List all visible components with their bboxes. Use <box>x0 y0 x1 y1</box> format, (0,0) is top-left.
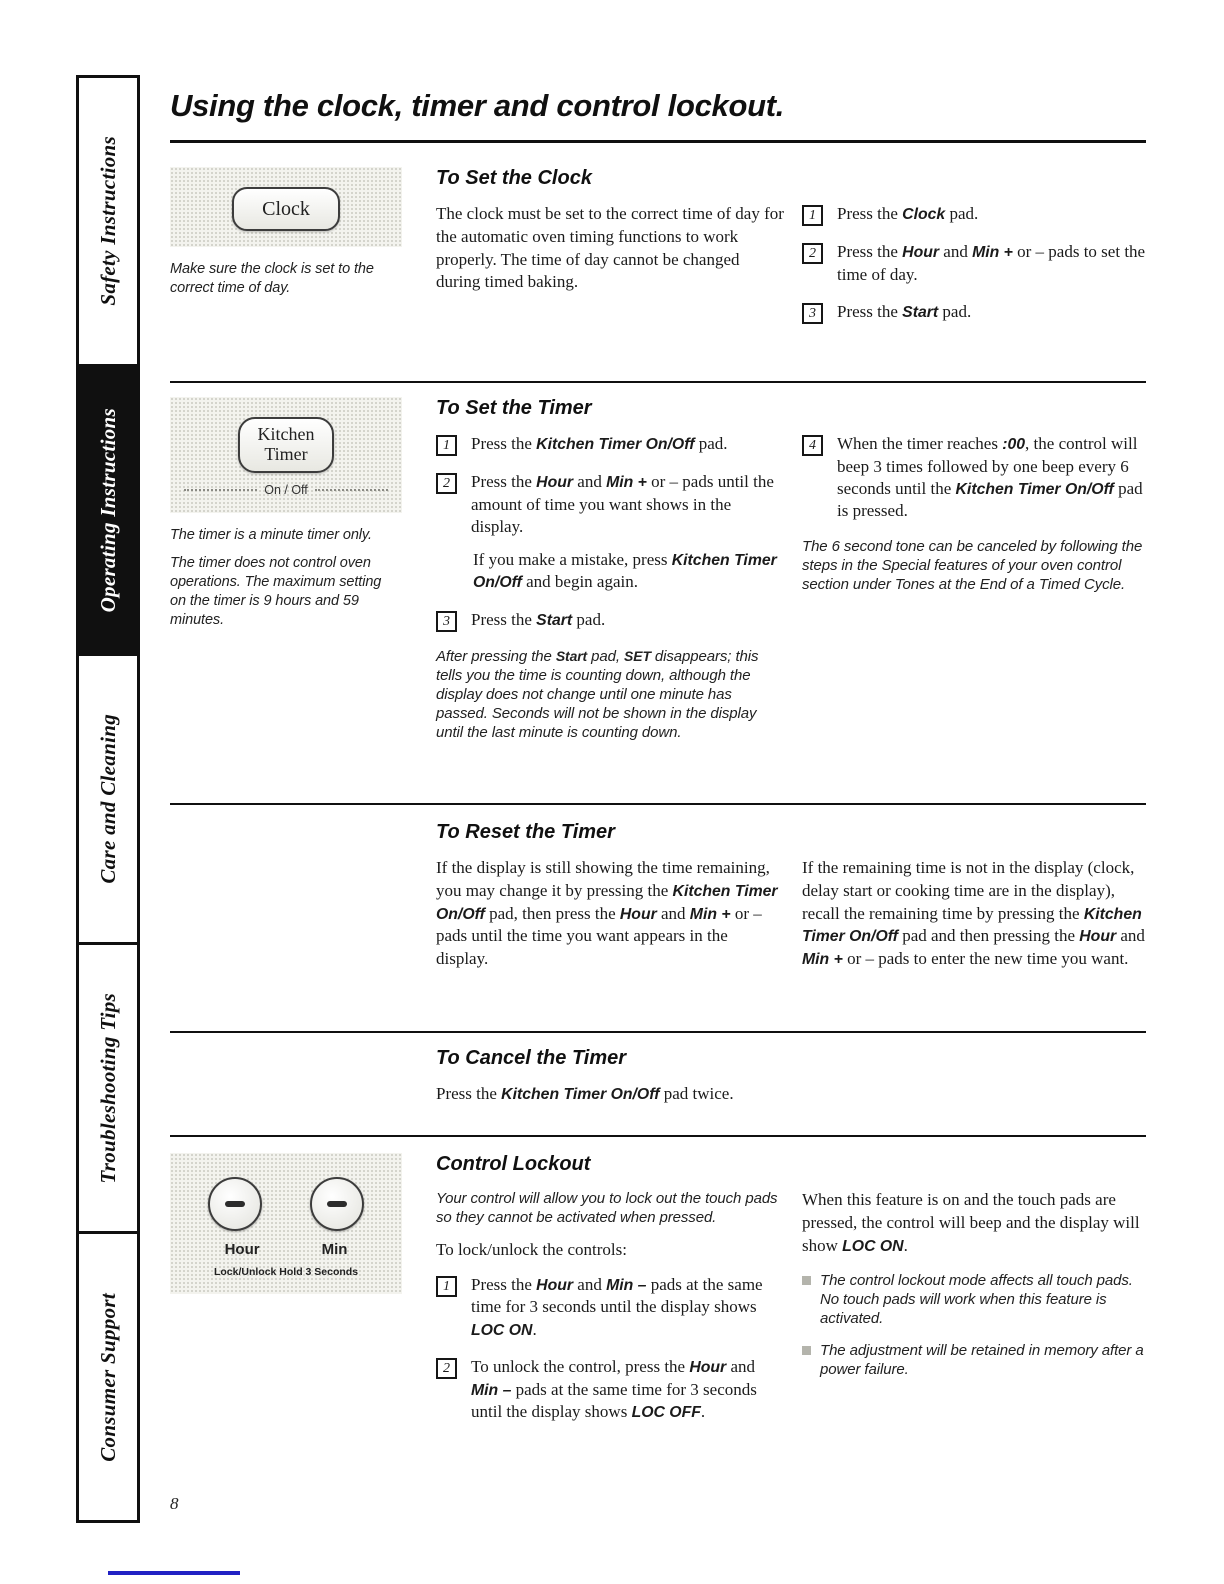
section-reset-timer <box>170 805 1146 1031</box>
step-number: 1 <box>802 205 823 226</box>
set-timer-note: After pressing the Start pad, SET disappears; this tells you the time is counting down, although the display does not change until one minute has passed. Seconds will not be shown in the display until the last minute is counting down. <box>436 647 759 742</box>
step-number: 3 <box>802 303 823 324</box>
kitchen-timer-figure <box>170 397 418 754</box>
minus-icon <box>225 1201 245 1207</box>
step-item <box>802 433 1146 522</box>
lockout-right-text: When this feature is on and the touch pads are pressed, the control will beep and the display will show LOC ON. <box>802 1190 1140 1255</box>
step-text: Press the Hour and Min + or – pads until the amount of time you want shows in the display. <box>471 472 774 536</box>
timer-figure-caption: The timer does not control oven operations. The maximum setting on the timer is 9 hours and 59 minutes. <box>170 554 382 629</box>
step-number: 2 <box>436 1358 457 1379</box>
step-number: 1 <box>436 1276 457 1297</box>
lockout-right-column <box>802 1189 1146 1439</box>
square-bullet-icon <box>802 1276 811 1285</box>
min-pad-label: Min <box>321 1241 348 1258</box>
set-clock-body-column <box>436 203 784 339</box>
step-number: 4 <box>802 435 823 456</box>
reset-timer-right-column <box>802 857 1146 971</box>
step-item <box>802 241 1146 286</box>
step-item <box>436 1274 784 1341</box>
sidebar-tabs <box>76 75 140 1523</box>
step-item <box>436 471 784 538</box>
clock-figure-caption: Make sure the clock is set to the correct time of day. <box>170 261 374 297</box>
reset-timer-right-text: If the remaining time is not in the display (clock, delay start or cooking time are in the display), recall the remaining time by pressing the Kitchen Timer On/Off pad and then pressing the Hour and Min + or – pads to enter the new time you want. <box>802 858 1145 969</box>
set-clock-steps-column <box>802 203 1146 339</box>
step-item <box>802 301 1146 324</box>
on-off-label: On / Off <box>264 482 308 497</box>
sidebar-tab-label: Troubleshooting Tips <box>95 992 120 1184</box>
step-text: Press the Hour and Min + or – pads to set the time of day. <box>837 242 1146 284</box>
footer-link-underline[interactable] <box>108 1571 240 1575</box>
cancel-timer-text: Press the Kitchen Timer On/Off pad twice. <box>436 1084 734 1103</box>
lockout-lead: To lock/unlock the controls: <box>436 1240 627 1260</box>
kitchen-timer-pad-button <box>238 417 335 473</box>
clock-pad-button: Clock <box>232 187 340 231</box>
lockout-intro-note: Your control will allow you to lock out the touch pads so they cannot be activated when pressed. <box>436 1190 778 1227</box>
dotted-line <box>184 489 257 491</box>
sidebar-tab-label: Operating Instructions <box>95 407 120 613</box>
reset-timer-left-column <box>436 857 784 971</box>
kitchen-timer-figure-image <box>170 397 402 513</box>
section-control-lockout <box>170 1137 1146 1473</box>
step-text: When the timer reaches :00, the control will beep 3 times followed by one beep every 6 seconds until the Kitchen Timer On/Off pad is pressed. <box>837 434 1143 521</box>
set-timer-steps-column <box>436 433 784 754</box>
set-timer-right-column <box>802 433 1146 754</box>
minus-icon <box>327 1201 347 1207</box>
lockout-pads-row <box>208 1177 364 1231</box>
page-number: 8 <box>170 1494 179 1513</box>
sidebar-tab-care-and-cleaning <box>76 653 140 945</box>
sidebar-tab-troubleshooting-tips <box>76 942 140 1234</box>
mistake-paragraph: If you make a mistake, press Kitchen Timer On/Off and begin again. <box>473 549 777 592</box>
square-bullet-icon <box>802 1346 811 1355</box>
cancel-timer-column <box>436 1083 784 1106</box>
lockout-note-item <box>802 1271 1146 1328</box>
hour-pad-label: Hour <box>224 1241 260 1258</box>
step-text: Press the Clock pad. <box>837 204 979 223</box>
sidebar-tab-operating-instructions <box>76 364 140 656</box>
step-item <box>436 609 784 632</box>
section-heading-reset-timer: To Reset the Timer <box>436 821 615 843</box>
on-off-label-row <box>184 483 388 497</box>
step-text: To unlock the control, press the Hour and Min – pads at the same time for 3 seconds until the display shows LOC OFF. <box>471 1357 757 1422</box>
step-text: Press the Start pad. <box>837 301 972 321</box>
sidebar-tab-safety-instructions <box>76 75 140 367</box>
step-text: Press the Start pad. <box>471 609 606 629</box>
step-item <box>436 433 784 456</box>
sidebar-tab-label: Consumer Support <box>95 1292 120 1462</box>
set-clock-body: The clock must be set to the correct time of day for the automatic oven timing functions to work properly. The time of day cannot be changed during timed baking. <box>436 204 784 292</box>
section-set-clock <box>170 143 1146 381</box>
page-content <box>170 88 1146 1473</box>
step-item <box>436 1356 784 1424</box>
clock-figure <box>170 167 418 339</box>
lockout-figure <box>170 1153 418 1439</box>
lockout-pad-labels <box>225 1241 348 1258</box>
reset-timer-left-text: If the display is still showing the time remaining, you may change it by pressing the Kitchen Timer On/Off pad, then press the Hour and Min + or – pads until the time you want appears in the display. <box>436 858 778 969</box>
step-number: 2 <box>436 473 457 494</box>
step-text: Press the Hour and Min – pads at the same time for 3 seconds until the display shows LOC ON. <box>471 1274 763 1339</box>
hour-pad-button <box>208 1177 262 1231</box>
step-number: 2 <box>802 243 823 264</box>
sidebar-tab-consumer-support <box>76 1231 140 1523</box>
lockout-figure-caption: Lock/Unlock Hold 3 Seconds <box>213 1266 359 1278</box>
lockout-note-item <box>802 1341 1146 1379</box>
step-text: Press the Kitchen Timer On/Off pad. <box>471 434 728 453</box>
section-heading-control-lockout: Control Lockout <box>436 1153 591 1175</box>
timer-figure-caption: The timer is a minute timer only. <box>170 526 372 543</box>
step-item <box>802 203 1146 226</box>
kitchen-timer-pad-line2: Timer <box>264 443 308 464</box>
section-cancel-timer <box>170 1033 1146 1135</box>
min-pad-button <box>310 1177 364 1231</box>
clock-figure-image <box>170 167 402 247</box>
dotted-line <box>315 489 388 491</box>
section-heading-set-clock: To Set the Clock <box>436 167 592 189</box>
kitchen-timer-pad-line1: Kitchen <box>257 424 315 444</box>
section-heading-set-timer: To Set the Timer <box>436 397 592 419</box>
six-second-tone-note: The 6 second tone can be canceled by following the steps in the Special features of your oven control section under Tones at the End of a Timed Cycle. <box>802 538 1143 594</box>
lockout-note-text: The control lockout mode affects all touch pads. No touch pads will work when this feature is activated. <box>820 1272 1133 1328</box>
page-title: Using the clock, timer and control lockout. <box>170 88 785 123</box>
sidebar-tab-label: Safety Instructions <box>95 136 120 306</box>
section-set-timer <box>170 383 1146 803</box>
step-number: 1 <box>436 435 457 456</box>
lockout-left-column <box>436 1189 784 1439</box>
step-number: 3 <box>436 611 457 632</box>
section-heading-cancel-timer: To Cancel the Timer <box>436 1047 627 1069</box>
lockout-note-text: The adjustment will be retained in memory after a power failure. <box>820 1342 1144 1379</box>
lockout-figure-image <box>170 1153 402 1294</box>
sidebar-tab-label: Care and Cleaning <box>95 714 120 884</box>
